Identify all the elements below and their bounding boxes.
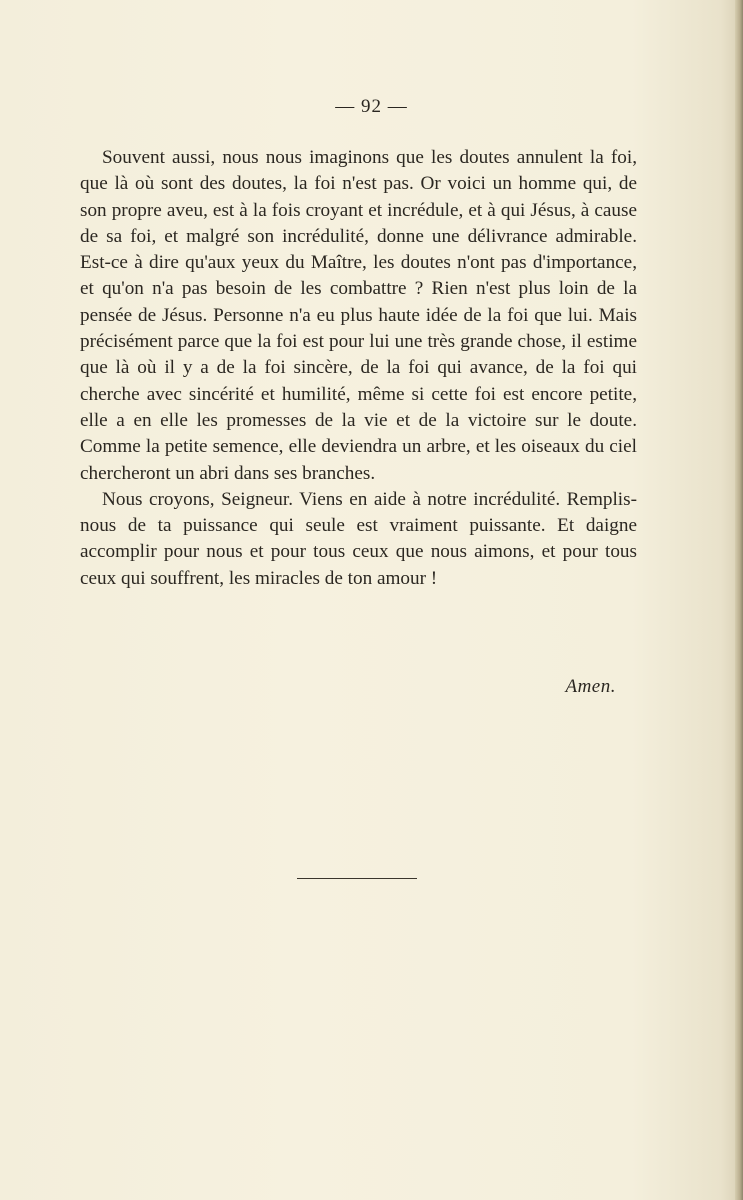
page-number: — 92 — xyxy=(335,96,408,117)
end-rule-divider xyxy=(297,878,417,879)
body-text xyxy=(80,145,637,592)
page-edge-shadow xyxy=(735,0,743,1200)
paragraph-2: Nous croyons, Seigneur. Viens en aide à notre incrédulité. Remplis-nous de ta puissance qui seule est vraiment puissante. Et daigne accomplir pour nous et pour tous ceux que nous aimons, et pour tous ceux qui souffrent, les miracles de ton amour ! xyxy=(80,488,637,589)
paragraph-1: Souvent aussi, nous nous imaginons que les doutes annulent la foi, que là où sont des doutes, la foi n'est pas. Or voici un homme qui, de son propre aveu, est à la fois croyant et incrédule, et à qui Jésus, à cause de sa foi, et malgré son incrédulité, donne une délivrance admirable. Est-ce à dire qu'aux yeux du Maître, les doutes n'ont pas d'importance, et qu'on n'a pas besoin de les combattre ? Rien n'est plus loin de la pensée de Jésus. Personne n'a eu plus haute idée de la foi que lui. Mais précisément parce que la foi est pour lui une très grande chose, il estime que là où il y a de la foi sincère, de la foi qui avance, de la foi qui cherche avec sincérité et humilité, même si cette foi est encore petite, elle a en elle les promesses de la vie et de la victoire sur le doute. Comme la petite semence, elle deviendra un arbre, et les oiseaux du ciel chercheront un abri dans ses branches. xyxy=(80,147,637,484)
closing-amen: Amen. xyxy=(565,676,616,697)
